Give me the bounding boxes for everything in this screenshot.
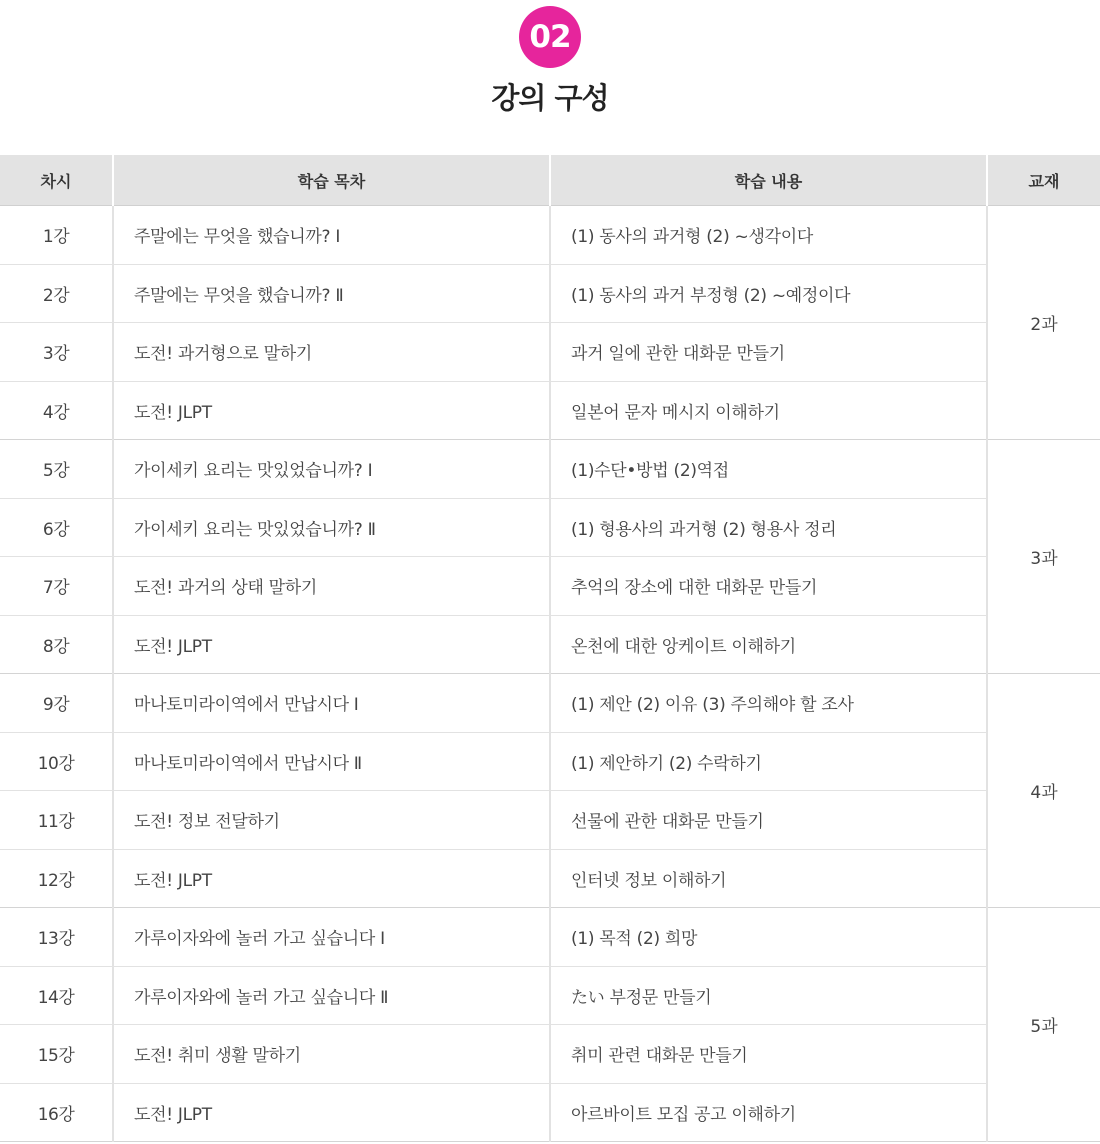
table-row	[0, 498, 1100, 557]
table-row	[0, 849, 1100, 908]
topic-cell: 마나토미라이역에서 만납시다 Ⅰ	[113, 674, 550, 733]
table-row	[0, 1083, 1100, 1142]
topic-cell: 도전! 정보 전달하기	[113, 791, 550, 850]
session-cell: 2강	[0, 264, 113, 323]
table-row	[0, 908, 1100, 967]
table-row	[0, 674, 1100, 733]
section-number-badge: 02	[519, 6, 581, 68]
session-cell: 12강	[0, 849, 113, 908]
topic-cell: 도전! 과거의 상태 말하기	[113, 557, 550, 616]
content-cell: 취미 관련 대화문 만들기	[550, 1025, 987, 1084]
table-row	[0, 381, 1100, 440]
session-cell: 5강	[0, 440, 113, 499]
content-cell: (1) 목적 (2) 희망	[550, 908, 987, 967]
curriculum-table	[0, 155, 1100, 1142]
topic-cell: 도전! 취미 생활 말하기	[113, 1025, 550, 1084]
session-cell: 13강	[0, 908, 113, 967]
session-cell: 11강	[0, 791, 113, 850]
content-cell: (1)수단•방법 (2)역접	[550, 440, 987, 499]
table-row	[0, 323, 1100, 382]
content-cell: 선물에 관한 대화문 만들기	[550, 791, 987, 850]
book-cell: 3과	[987, 440, 1100, 674]
table-row	[0, 1025, 1100, 1084]
content-cell: (1) 형용사의 과거형 (2) 형용사 정리	[550, 498, 987, 557]
table-row	[0, 966, 1100, 1025]
header-content: 학습 내용	[550, 155, 987, 206]
topic-cell: 도전! JLPT	[113, 849, 550, 908]
table-row	[0, 264, 1100, 323]
book-cell: 4과	[987, 674, 1100, 908]
session-cell: 6강	[0, 498, 113, 557]
session-cell: 9강	[0, 674, 113, 733]
session-cell: 16강	[0, 1083, 113, 1142]
topic-cell: 도전! JLPT	[113, 381, 550, 440]
topic-cell: 도전! JLPT	[113, 1083, 550, 1142]
table-header-row	[0, 155, 1100, 206]
content-cell: (1) 동사의 과거 부정형 (2) ~예정이다	[550, 264, 987, 323]
session-cell: 3강	[0, 323, 113, 382]
session-cell: 15강	[0, 1025, 113, 1084]
header-topic: 학습 목차	[113, 155, 550, 206]
topic-cell: 가이세키 요리는 맛있었습니까? Ⅱ	[113, 498, 550, 557]
content-cell: 온천에 대한 앙케이트 이해하기	[550, 615, 987, 674]
topic-cell: 주말에는 무엇을 했습니까? Ⅱ	[113, 264, 550, 323]
session-cell: 1강	[0, 206, 113, 265]
topic-cell: 주말에는 무엇을 했습니까? Ⅰ	[113, 206, 550, 265]
table-row	[0, 732, 1100, 791]
content-cell: たい 부정문 만들기	[550, 966, 987, 1025]
section-header	[0, 0, 1100, 155]
table-row	[0, 557, 1100, 616]
session-cell: 10강	[0, 732, 113, 791]
table-row	[0, 791, 1100, 850]
session-cell: 7강	[0, 557, 113, 616]
content-cell: 인터넷 정보 이해하기	[550, 849, 987, 908]
content-cell: 과거 일에 관한 대화문 만들기	[550, 323, 987, 382]
content-cell: (1) 제안하기 (2) 수락하기	[550, 732, 987, 791]
table-row	[0, 615, 1100, 674]
table-row	[0, 206, 1100, 265]
content-cell: (1) 제안 (2) 이유 (3) 주의해야 할 조사	[550, 674, 987, 733]
session-cell: 14강	[0, 966, 113, 1025]
book-cell: 2과	[987, 206, 1100, 440]
section-title: 강의 구성	[491, 81, 609, 115]
topic-cell: 가루이자와에 놀러 가고 싶습니다 Ⅰ	[113, 908, 550, 967]
header-book: 교재	[987, 155, 1100, 206]
topic-cell: 도전! 과거형으로 말하기	[113, 323, 550, 382]
topic-cell: 가루이자와에 놀러 가고 싶습니다 Ⅱ	[113, 966, 550, 1025]
content-cell: 추억의 장소에 대한 대화문 만들기	[550, 557, 987, 616]
topic-cell: 가이세키 요리는 맛있었습니까? Ⅰ	[113, 440, 550, 499]
topic-cell: 도전! JLPT	[113, 615, 550, 674]
book-cell: 5과	[987, 908, 1100, 1142]
content-cell: 일본어 문자 메시지 이해하기	[550, 381, 987, 440]
topic-cell: 마나토미라이역에서 만납시다 Ⅱ	[113, 732, 550, 791]
content-cell: 아르바이트 모집 공고 이해하기	[550, 1083, 987, 1142]
header-session: 차시	[0, 155, 113, 206]
session-cell: 8강	[0, 615, 113, 674]
content-cell: (1) 동사의 과거형 (2) ~생각이다	[550, 206, 987, 265]
session-cell: 4강	[0, 381, 113, 440]
table-row	[0, 440, 1100, 499]
